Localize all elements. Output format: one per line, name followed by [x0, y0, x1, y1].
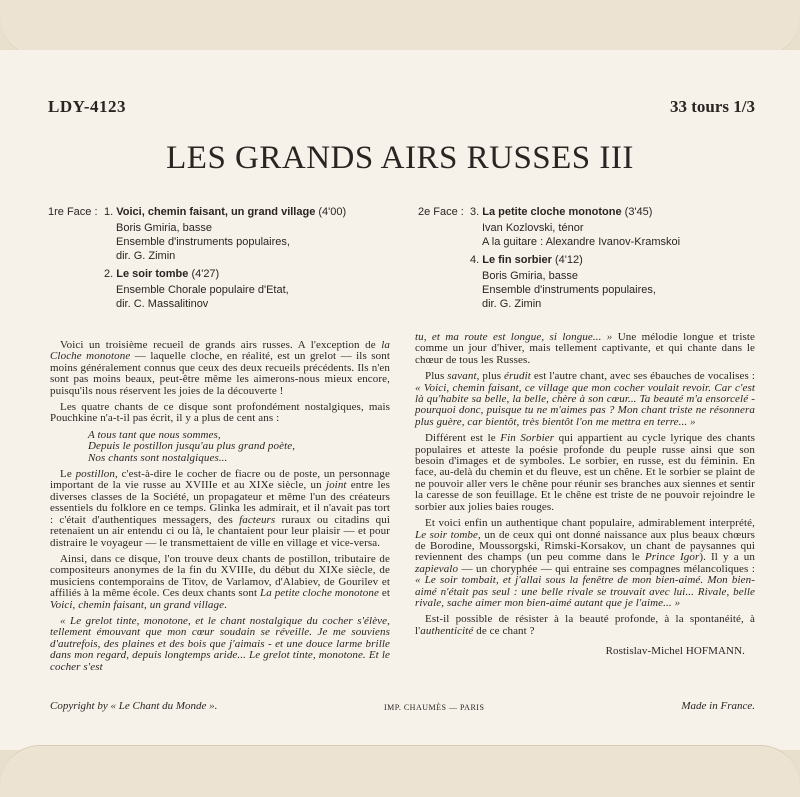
track-duration: (4'27) — [191, 268, 220, 280]
paragraph — [50, 554, 390, 611]
text: de ce chant ? — [473, 624, 535, 637]
track-title: Le fin sorbier — [482, 254, 552, 266]
paragraph — [50, 340, 390, 397]
text: Différent est le — [425, 432, 501, 445]
track-3 — [470, 205, 652, 219]
side-label: 1re Face : — [48, 206, 98, 218]
track-number: 4. — [470, 254, 480, 266]
text: — un choryphée — qui entraine ses compagnes mélancoliques : — [458, 562, 755, 575]
track-title: Le soir tombe — [116, 268, 189, 280]
italic-text: savant — [447, 370, 477, 383]
paragraph — [50, 402, 390, 425]
italic-text: postillon — [75, 468, 115, 481]
text: entre les diverses classes de la Société, un propagateur et même l'un des créateurs essentiels du folklore en ce temps. Glinka les admirait, et il n'avait pas tort : c'était d'authentiques messagers, des — [50, 479, 391, 526]
italic-text: joint — [325, 479, 347, 492]
track-credit: A la guitare : Alexandre Ivanov-Kramskoi — [482, 236, 681, 248]
italic-text: Voici, chemin faisant, un grand village — [50, 598, 225, 611]
italic-text: « Voici, chemin faisant, ce village que mon cocher voulait revoir. Car c'est là qu'habite sa belle, la belle, chère à son cœur... Ta beauté m'a ensorcelé - pourquoi donc, puisque tu ne m'aimes pas ? Mon chant triste ne résonnera plus guère, car bientôt, très bientôt l'on me mettra en terre... » — [415, 381, 755, 428]
track-2 — [104, 267, 219, 281]
italic-text: tu, et ma route est longue, si longue... » — [415, 331, 613, 343]
track-number: 2. — [104, 268, 114, 280]
liner-notes-left — [50, 340, 390, 678]
track-credit: Ensemble d'instruments populaires, — [116, 236, 290, 248]
italic-text: Le soir tombe — [415, 528, 479, 541]
text: ruraux ou citadins qui retenaient un air entendu ci ou là, le chantaient pour leur plaisir — et pour distraire le voyageur — le transmettaient de ville en village et vice-versa. — [50, 513, 390, 549]
text: , c'est-à-dire le cocher de fiacre ou de poste, un personnage important de la vie russe au XVIIIe et au XIXe siècle, un — [50, 468, 390, 492]
text: Est-il possible de résister à la beauté profonde, à la spontanéité, à l' — [415, 613, 755, 637]
italic-text: Prince Igor — [644, 551, 700, 564]
sleeve-top-flap — [0, 0, 800, 57]
italic-text: la Cloche monotone — [50, 339, 390, 363]
made-in-france: Made in France. — [681, 700, 755, 712]
track-duration: (4'00) — [318, 206, 347, 218]
paragraph — [415, 433, 755, 513]
text: qui appartient au cycle lyrique des chants populaires et atteste la poésie profonde du peuple russe ainsi que son besoin d'images et de symboles. Le sorbier, en russe, est du féminin. En face, au-delà du chemin et du fleuve, est un chêne. Et le sorbier se plaint de ne pouvoir aller vers le chêne pour réunir ses branches aux siennes et sentir la caresse de son feuillage. Et le chêne est triste de ne pouvoir rejoindre le sorbier aux jolies baies rouges. — [415, 432, 755, 513]
text: Les quatre chants de ce disque sont profondément nostalgiques, mais Pouchkine n'a-t-il pas écrit, il y a plus de cent ans : — [50, 401, 390, 425]
italic-text: zapievalo — [415, 562, 459, 575]
paragraph — [50, 469, 390, 549]
catalog-number: LDY-4123 — [48, 97, 126, 116]
text: , plus — [476, 370, 505, 383]
track-title: Voici, chemin faisant, un grand village — [116, 206, 316, 218]
track-duration: (4'12) — [555, 254, 583, 266]
text: Ainsi, dans ce disque, l'on trouve deux chants de postillon, tributaire de compositeurs anonymes de la fin du XVIIIe, du début du XIXe siècle, de musiciens contemporains de Titov, de Varlamov, d'Alabiev, de Gourilev et affiliés à la même école. Ces deux chants sont — [50, 552, 390, 600]
paragraph — [415, 518, 755, 609]
track-title: La petite cloche monotone — [482, 206, 622, 218]
text: , un de ceux qui ont donné naissance aux plus beaux chœurs de Borodine, Moussorgski, Rimski-Korsakov, un chant de paysannes qui reviennent des champs (un peu comme dans le — [415, 528, 755, 564]
track-credit: dir. C. Massalitinov — [116, 298, 209, 310]
text: et — [378, 587, 390, 600]
side-label: 2e Face : — [418, 206, 464, 218]
track-credit: dir. G. Zimin — [482, 298, 542, 310]
italic-text: facteurs — [239, 513, 276, 526]
track-number: 3. — [470, 206, 480, 218]
italic-text: La petite cloche monotone — [260, 587, 379, 600]
poem-line: A tous tant que nous sommes, — [88, 428, 221, 441]
printer-credit: IMP. CHAUMÈS — PARIS — [384, 703, 485, 712]
track-duration: (3'45) — [624, 206, 653, 218]
italic-text: Fin Sorbier — [500, 432, 555, 445]
italic-text: authenticité — [420, 624, 474, 637]
track-credit: Ensemble Chorale populaire d'Etat, — [116, 284, 289, 296]
text: — laquelle cloche, en réalité, est un grelot — ils sont moins généralement connus que ceux des deux recueils précédents. Ils n'en sont pas moins beaux, peut-être même les aimerons-nous mieux encore, puisqu'ils nous réservent les joies de la découverte ! — [50, 350, 390, 397]
track-credit: Ensemble d'instruments populaires, — [482, 284, 656, 296]
italic-text: érudit — [504, 370, 531, 383]
paragraph — [415, 371, 755, 428]
italic-text: « Le grelot tinte, monotone, et le chant nostalgique du cocher s'élève, tellement émouvant que mon cœur soudain se réveille. Je me souviens d'autrefois, des plaines et des bois que j'aimais - et une douce larme brille dans mon regard, depuis longtemps aride... Le grelot tinte, monotone. Et le cocher s'est — [50, 614, 390, 673]
text: Le — [60, 468, 76, 481]
italic-text: « Le soir tombait, et j'allai sous la fenêtre de mon bien-aimé. Mon bien-aimé n'était pas seul : une belle rivale se trouvait avec lui... Rivale, belle rivale, sache aimer mon bien-aimé autant que je l'aime... » — [415, 574, 755, 609]
author-signature — [415, 646, 755, 657]
text: est l'autre chant, avec ses ébauches de vocalises : — [530, 370, 755, 383]
track-credit: Boris Gmiria, basse — [482, 270, 578, 282]
copyright-notice: Copyright by « Le Chant du Monde ». — [50, 700, 218, 712]
text: Voici un troisième recueil de grands airs russes. A l'exception de — [60, 339, 382, 351]
record-speed: 33 tours 1/3 — [670, 97, 755, 116]
poem-line: Nos chants sont nostalgiques... — [88, 451, 228, 464]
track-credit: dir. G. Zimin — [116, 250, 176, 262]
poem-quote — [88, 430, 390, 464]
paragraph — [415, 332, 755, 366]
track-number: 1. — [104, 206, 114, 218]
text: Et voici enfin un authentique chant populaire, admirablement interprété, — [425, 517, 755, 530]
text: . — [224, 598, 227, 611]
paragraph — [50, 616, 390, 673]
paragraph — [415, 614, 755, 637]
sleeve-bottom-flap — [0, 745, 800, 797]
text: ). Il y a un — [699, 551, 755, 564]
track-4 — [470, 253, 583, 267]
text: Une mélodie longue et triste comme un jour d'hiver, mais tellement captivante, et qui chante dans le chœur de tous les Russes. — [415, 331, 755, 366]
album-title: LES GRANDS AIRS RUSSES III — [166, 140, 634, 176]
track-credit: Boris Gmiria, basse — [116, 222, 212, 234]
liner-notes-right — [415, 332, 755, 663]
track-1 — [104, 205, 346, 219]
text: Rostislav-Michel HOFMANN. — [605, 645, 745, 658]
track-credit: Ivan Kozlovski, ténor — [482, 222, 584, 234]
poem-line: Depuis le postillon jusqu'au plus grand poète, — [88, 440, 296, 453]
text: Plus — [425, 370, 448, 383]
